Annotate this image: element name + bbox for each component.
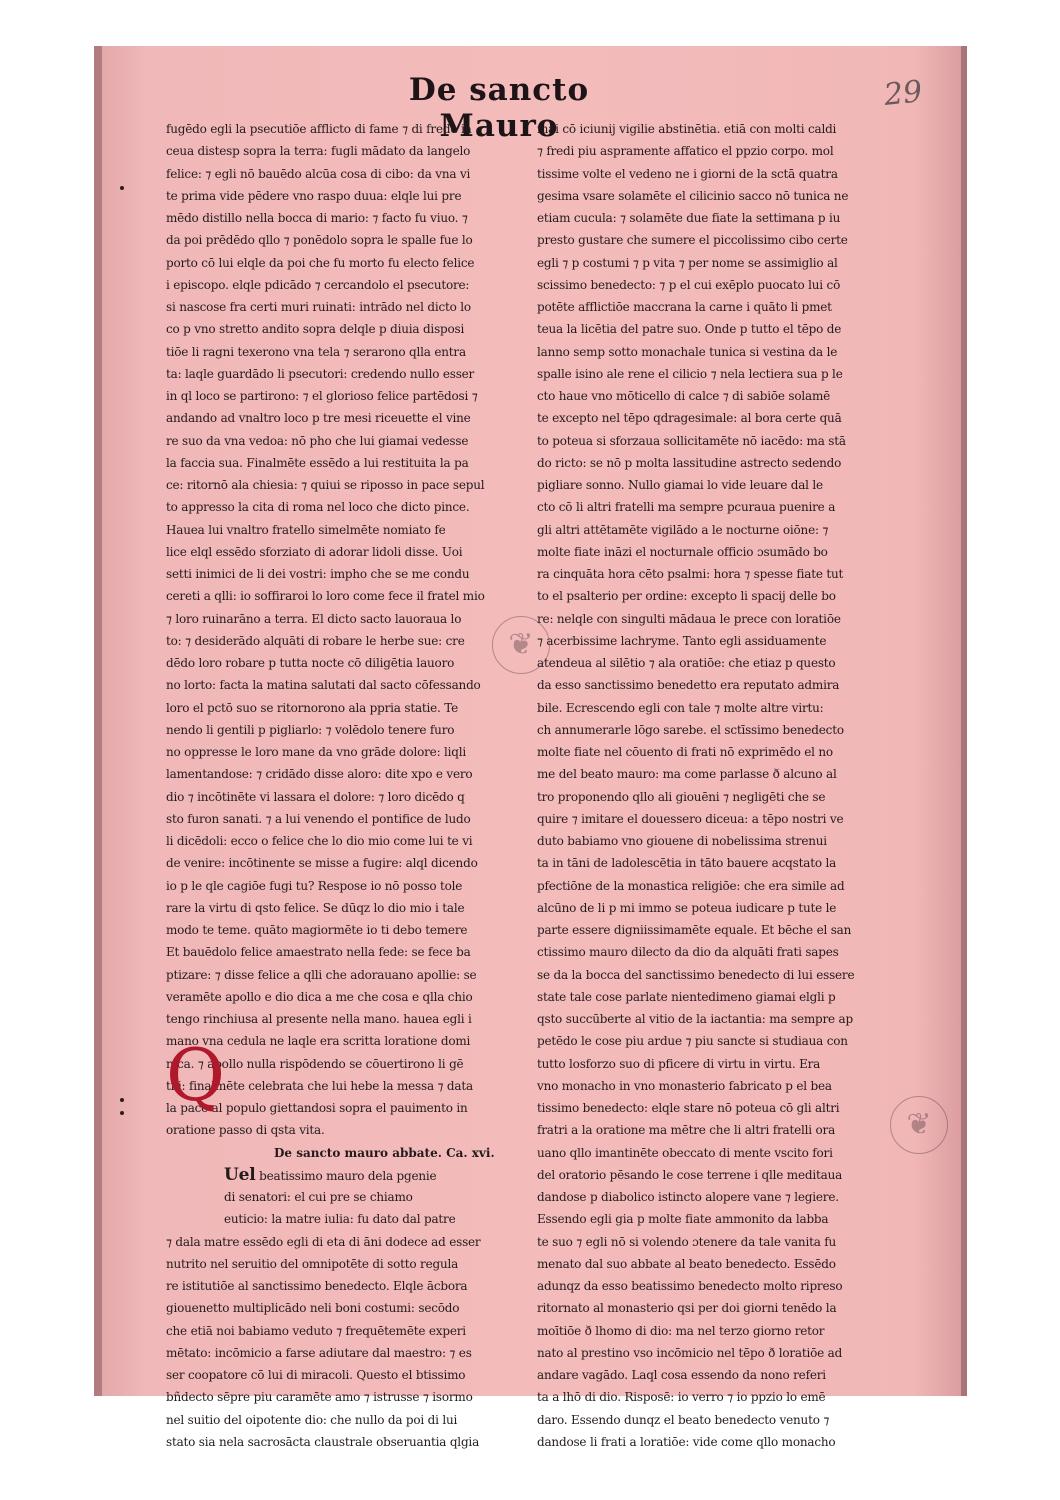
- text-line: adunqz da esso beatissimo benedecto molto ripreso: [537, 1279, 843, 1293]
- text-line: scissimo benedecto: ⁊ p el cui exēplo puocato lui cō: [537, 277, 841, 292]
- text-line: li dicēdoli: ecco o felice che lo dio mio come lui te vi: [166, 834, 473, 848]
- text-line: rare la virtu di qsto felice. Se dūqz lo dio mio i tale: [166, 900, 465, 915]
- text-line: bile. Ecrescendo egli con tale ⁊ molte altre virtu:: [537, 700, 824, 715]
- text-line: co p vno stretto andito sopra delqle p diuia disposi: [166, 322, 465, 337]
- chapter-line: [166, 1297, 506, 1319]
- text-line: setti inimici de li dei vostri: impho che se me condu: [166, 567, 470, 581]
- chapter-line: [166, 1320, 506, 1342]
- text-line: da esso sanctissimo benedetto era reputato admira: [537, 678, 840, 693]
- text-line: fugēdo egli la psecutiōe afflicto di fame ⁊ di fredo ia: [166, 122, 472, 136]
- text-line: re: nelqle con singulti mādaua le prece con loratiōe: [537, 611, 841, 626]
- page-scan: [94, 46, 967, 1449]
- folio-number: 29: [882, 74, 924, 113]
- text-line: se da la bocca del sanctissimo benedecto di lui essere: [537, 967, 855, 982]
- chapter-line: [166, 1342, 506, 1364]
- text-line: mai cō iciunij vigilie abstinētia. etiā con molti caldi: [537, 122, 837, 136]
- text-line: Hauea lui vnaltro fratello simelmēte nomiato fe: [166, 522, 446, 537]
- text-line: ceua distesp sopra la terra: fugli mādato da langelo: [166, 144, 471, 159]
- margin-mark: [120, 1111, 124, 1115]
- text-line: gesima vsare solamēte el cilicinio sacco nō tunica ne: [537, 188, 849, 203]
- text-line: alcūno de li p mi immo se poteua iudicare p tute le: [537, 900, 837, 915]
- text-line: dandose p diabolico istincto alopere vane ⁊ legiere.: [537, 1190, 839, 1204]
- text-line: lanno semp sotto monachale tunica si vestina da le: [537, 344, 838, 359]
- text-line: duto babiamo vno giouene di nobelissima strenui: [537, 834, 827, 848]
- text-line: petēdo le cose piu ardue ⁊ piu sancte si studiaua con: [537, 1034, 848, 1049]
- text-line: ⁊ loro ruinarāno a terra. El dicto sacto lauoraua lo: [166, 611, 462, 626]
- chapter-line: [166, 1231, 506, 1253]
- text-line: pfectiōne de la monastica religiōe: che era simile ad: [537, 878, 845, 893]
- text-line: te excepto nel tēpo qdragesimale: al bora certe quā: [537, 411, 842, 426]
- text-line: andare vagādo. Laql cosa essendo da nono referi: [537, 1368, 826, 1382]
- text-line: ta a lhō di dio. Risposē: io verro ⁊ io ppzio lo emē: [537, 1390, 826, 1405]
- text-line: qsto succūberte al vitio de la iactantia: ma sempre ap: [537, 1012, 853, 1026]
- left-column: [166, 118, 506, 1453]
- chapter-line: [166, 1386, 506, 1408]
- text-line: sto furon sanati. ⁊ a lui venendo el pontifice de ludo: [166, 811, 471, 826]
- text-line: presto gustare che sumere el piccolissimo cibo certe: [537, 233, 848, 248]
- text-line: dēdo loro robare p tutta nocte cō diligētia lauoro: [166, 656, 455, 670]
- text-line: no lorto: facta la matina salutati dal sacto cōfessando: [166, 678, 481, 693]
- text-line: ⁊ acerbissime lachryme. Tanto egli assiduamente: [537, 633, 827, 648]
- text-line: tengo rinchiusa al presente nella mano. hauea egli i: [166, 1012, 472, 1026]
- text-line: vno monacho in vno monasterio fabricato p el bea: [537, 1078, 832, 1093]
- text-line: Et bauēdolo felice amaestrato nella fede: se fece ba: [166, 945, 471, 960]
- text-line: la pace al populo giettandosi sopra el pauimento in: [166, 1101, 468, 1115]
- text-line: si nascose fra certi muri ruinati: intrādo nel dicto lo: [166, 300, 471, 314]
- library-stamp: ❦: [890, 1096, 948, 1154]
- text-line: loro el pctō suo se ritornorono ala ppria statie. Te: [166, 700, 459, 715]
- text-line: del oratorio pēsando le cose terrene i qlle meditaua: [537, 1167, 843, 1182]
- text-line: to el psalterio per ordine: excepto li spacij delle bo: [537, 589, 836, 604]
- chapter-line-text: beatissimo mauro dela pgenie: [259, 1168, 437, 1183]
- text-line: nendo li gentili p pigliarlo: ⁊ volēdolo tenere furo: [166, 722, 455, 737]
- text-line: tiōe li ragni texerono vna tela ⁊ serarono qlla entra: [166, 344, 466, 359]
- text-line: pigliare sonno. Nullo giamai lo vide leuare dal le: [537, 478, 823, 492]
- text-line: no oppresse le loro mane da vno grāde dolore: liqli: [166, 745, 467, 759]
- text-line: modo te teme. quāto magiormēte io ti debo temere: [166, 923, 468, 937]
- chapter-line-text: giouenetto multiplicādo neli boni costumi: secōdo: [166, 1301, 460, 1316]
- text-line: ⁊ fredi piu aspramente affatico el ppzio corpo. mol: [537, 144, 834, 159]
- text-line: cto cō li altri fratelli ma sempre pcuraua puenire a: [537, 500, 836, 515]
- chapter-line-text: mētato: incōmicio a farse adiutare dal maestro: ⁊ es: [166, 1345, 472, 1360]
- text-line: daro. Essendo dunqz el beato benedecto venuto ⁊: [537, 1412, 830, 1427]
- chapter-line: [166, 1364, 506, 1386]
- binding-edge: [94, 46, 102, 1396]
- text-line: te prima vide pēdere vno raspo duua: elqle lui pre: [166, 188, 462, 203]
- text-line: in ql loco se partirono: ⁊ el glorioso felice partēdosi ⁊: [166, 389, 478, 403]
- right-column: [537, 118, 875, 1453]
- text-line: ce: ritornō ala chiesia: ⁊ quiui se riposso in pace sepul: [166, 478, 485, 492]
- text-line: cto haue vno mōticello di calce ⁊ di sabiōe solamē: [537, 389, 831, 403]
- chapter-heading: [166, 1142, 506, 1164]
- running-heading: De sancto Mauro: [408, 72, 590, 144]
- text-line: mano vna cedula ne laqle era scritta loratione domi: [166, 1034, 471, 1049]
- text-line: ctissimo mauro dilecto da dio da alquāti frati sapes: [537, 945, 839, 960]
- page-edge: [961, 46, 967, 1396]
- text-line: la faccia sua. Finalmēte essēdo a lui restituita la pa: [166, 455, 469, 470]
- text-line: nica. ⁊ apollo nulla rispōdendo se cōuertirono li gē: [166, 1056, 464, 1071]
- text-line: spalle isino ale rene el cilicio ⁊ nela lectiera sua p le: [537, 366, 843, 381]
- text-line: to appresso la cita di roma nel loco che dicto pince.: [166, 500, 470, 515]
- text-line: lamentandose: ⁊ cridādo disse aloro: dite xpo e vero: [166, 767, 473, 782]
- chapter-line-text: ⁊ dala matre essēdo egli di eta di āni dodece ad esser: [166, 1234, 481, 1249]
- text-line: do ricto: se nō p molta lassitudine astrecto sedendo: [537, 455, 842, 470]
- text-line: molte fiate ināzi el nocturnale officio ɔsumādo bo: [537, 544, 828, 559]
- chapter-line-text: ser coopatore cō lui di miracoli. Questo el btissimo: [166, 1368, 466, 1382]
- text-line: fratri a la oratione ma mētre che li altri fratelli ora: [537, 1123, 836, 1138]
- text-line: menato dal suo abbate al beato benedecto. Essēdo: [537, 1256, 836, 1271]
- chapter-line: [166, 1431, 506, 1453]
- text-line: veramēte apollo e dio dica a me che cosa e qlla chio: [166, 989, 473, 1004]
- text-line: lice elql essēdo sforziato di adorar lidoli disse. Uoi: [166, 544, 463, 559]
- text-line: atendeua al silētio ⁊ ala oratiōe: che etiaz p questo: [537, 656, 836, 670]
- text-line: tutto losforzo suo di pficere di virtu in virtu. Era: [537, 1056, 821, 1071]
- text-line: porto cō lui elqle da poi che fu morto fu electo felice: [166, 255, 475, 270]
- text-line: me del beato mauro: ma come parlasse ð alcuno al: [537, 767, 837, 782]
- text-line: tissime volte el vedeno ne i giorni de la sctā quatra: [537, 166, 838, 181]
- text-line: i episcopo. elqle pdicādo ⁊ cercandolo el psecutore:: [166, 277, 470, 292]
- text-line: dio ⁊ incōtinēte vi lassara el dolore: ⁊ loro dicēdo q: [166, 789, 465, 804]
- text-line: gli altri attētamēte vigilādo a le nocturne oiōne: ⁊: [537, 522, 829, 537]
- text-line: da poi prēdēdo qllo ⁊ ponēdolo sopra le spalle fue lo: [166, 233, 473, 248]
- chapter-line-text: nutrito nel seruitio del omnipotēte di sotto regula: [166, 1256, 459, 1271]
- text-line: to: ⁊ desiderādo alquāti di robare le herbe sue: cre: [166, 633, 465, 648]
- chapter-line-text: stato sia nela sacrosācta claustrale obseruantia qlgia: [166, 1434, 480, 1449]
- text-line: parte essere digniissimamēte equale. Et bēche el san: [537, 923, 852, 937]
- chapter-line: [166, 1253, 506, 1275]
- text-line: ch annumerarle lōgo sarebe. el sctīssimo benedecto: [537, 722, 844, 737]
- chapter-line: [166, 1409, 506, 1431]
- text-line: dandose li frati a loratiōe: vide come qllo monacho: [537, 1434, 836, 1449]
- chapter-line-text: di senatori: el cui pre se chiamo: [224, 1190, 413, 1204]
- text-line: molte fiate nel cōuento di frati nō exprimēdo el no: [537, 745, 833, 759]
- margin-mark: [120, 186, 124, 190]
- library-stamp: ❦: [492, 616, 550, 674]
- text-line: ptizare: ⁊ disse felice a qlli che adorauano apollie: se: [166, 967, 477, 982]
- drop-initial: Q: [166, 1033, 226, 1117]
- text-line: tili: finalmēte celebrata che lui hebe la messa ⁊ data: [166, 1078, 473, 1093]
- text-line: nato al prestino vso incōmicio nel tēpo ð loratiōe ad: [537, 1345, 843, 1360]
- text-line: etiam cucula: ⁊ solamēte due fiate la settimana p iu: [537, 211, 841, 225]
- text-line: potēte afflictiōe maccrana la carne i quāto li pmet: [537, 300, 832, 314]
- text-line: felice: ⁊ egli nō bauēdo alcūa cosa di cibo: da vna vi: [166, 166, 471, 181]
- chapter-lead-word: Uel: [224, 1164, 256, 1185]
- text-line: andando ad vnaltro loco p tre mesi riceuette el vine: [166, 411, 471, 426]
- text-line: ritornato al monasterio qsi per doi giorni tenēdo la: [537, 1301, 837, 1316]
- text-line: quire ⁊ imitare el douessero diceua: a tēpo nostri ve: [537, 811, 844, 826]
- text-line: Essendo egli gia p molte fiate ammonito da labba: [537, 1212, 829, 1227]
- text-line: uano qllo imantinēte obeccato di mente vscito fori: [537, 1145, 833, 1160]
- chapter-title: De sancto mauro abbate.: [274, 1145, 442, 1160]
- text-line: de venire: incōtinente se misse a fugire: alql dicendo: [166, 856, 478, 871]
- text-line: cereti a qlli: io soffiraroi lo loro come fece il fratel mio: [166, 589, 485, 604]
- margin-mark: [120, 1098, 124, 1102]
- text-line: re suo da vna vedoa: nō pho che lui giamai vedesse: [166, 433, 469, 448]
- chapter-line-text: re istitutiōe al sanctissimo benedecto. Elqle ācbora: [166, 1279, 468, 1293]
- text-line: teua la licētia del patre suo. Onde p tutto el tēpo de: [537, 322, 842, 337]
- text-line: oratione passo di qsta vita.: [166, 1123, 325, 1138]
- text-line: tro proponendo qllo ali giouēni ⁊ negligēti che se: [537, 789, 826, 804]
- text-line: tissimo benedecto: elqle stare nō poteua cō gli altri: [537, 1101, 840, 1115]
- chapter-line: [166, 1208, 506, 1230]
- text-line: ta: laqle guardādo li psecutori: credendo nullo esser: [166, 366, 475, 381]
- chapter-number: Ca. xvi.: [446, 1145, 495, 1160]
- text-line: mēdo distillo nella bocca di mario: ⁊ facto fu viuo. ⁊: [166, 211, 468, 225]
- text-line: ra cinquāta hora cēto psalmi: hora ⁊ spesse fiate tut: [537, 567, 844, 581]
- text-line: te suo ⁊ egli nō si volendo ɔtenere da tale vanita fu: [537, 1234, 837, 1249]
- text-line: state tale cose parlate nientedimeno giamai elgli p: [537, 989, 836, 1004]
- text-line: to poteua si sforzaua sollicitamēte nō iacēdo: ma stā: [537, 433, 846, 448]
- chapter-line: [166, 1186, 506, 1208]
- chapter-line-text: bñdecto sēpre piu caramēte amo ⁊ istrusse ⁊ isormo: [166, 1390, 473, 1405]
- text-line: moītiōe ð lhomo di dio: ma nel terzo giorno retor: [537, 1323, 825, 1338]
- chapter-line: [166, 1164, 506, 1186]
- chapter-line-text: nel suitio del oipotente dio: che nullo da poi di lui: [166, 1412, 458, 1427]
- chapter-line-text: euticio: la matre iulia: fu dato dal patre: [224, 1212, 456, 1227]
- text-line: egli ⁊ p costumi ⁊ p vita ⁊ per nome se assimiglio al: [537, 255, 838, 270]
- chapter-line-text: che etiā noi babiamo veduto ⁊ frequētemēte experi: [166, 1323, 466, 1338]
- text-line: ta in tāni de ladolescētia in tāto bauere acqstato la: [537, 856, 837, 871]
- chapter-line: [166, 1275, 506, 1297]
- text-line: io p le qle cagiōe fugi tu? Respose io nō posso tole: [166, 878, 463, 893]
